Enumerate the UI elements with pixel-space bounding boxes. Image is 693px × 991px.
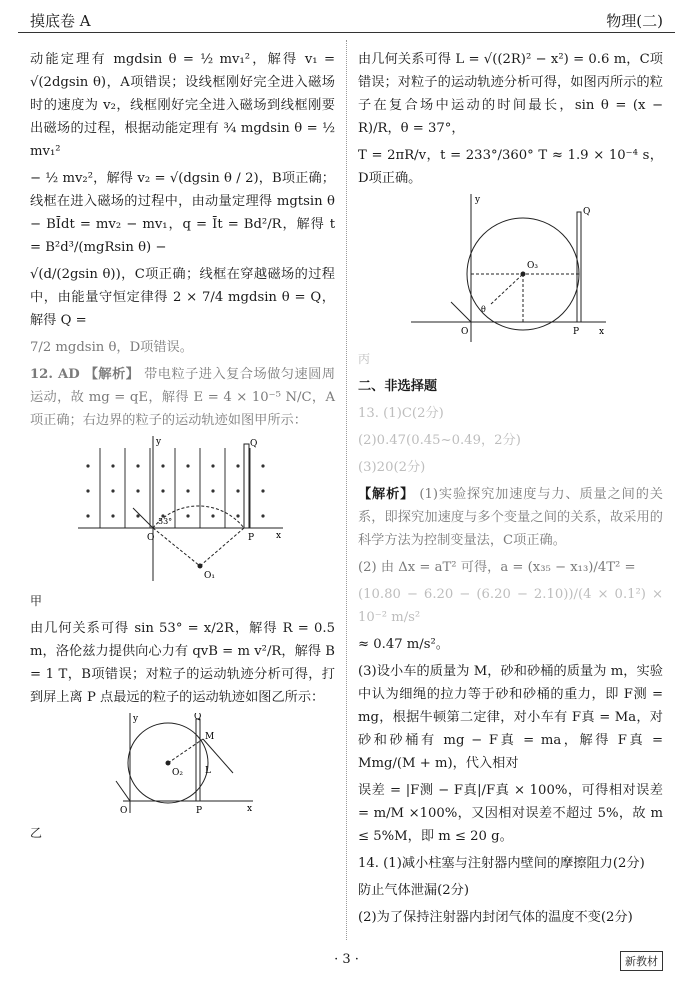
analysis-text: (1)实验探究加速度与力、质量之间的关系，即探究加速度与多个变量之间的关系，故采用的科学方法为控制变量法，C项正确。 (358, 487, 663, 548)
label-P: P (572, 327, 579, 337)
paragraph: 动能定理有 mgdsin θ = ½ mv₁²，解得 v₁ = √(2dgsin θ)，A项错误；设线框刚好完全进入磁场时的速度为 v₂，线框刚好完全进入磁场到线框刚要出磁场的过程，根据动能定理有 ¾ mgdsin θ = ½ mv₁² (30, 52, 335, 159)
label-x: x (275, 531, 281, 541)
figure-bing (411, 194, 611, 344)
paragraph: (10.80 − 6.20 − (6.20 − 2.10))/(4 × 0.1²) × 10⁻² m/s² (358, 587, 663, 625)
answer-line: 14. (1)减小柱塞与注射器内壁间的摩擦阻力(2分) (358, 856, 645, 871)
label-O1: O₁ (203, 571, 215, 581)
answer-line: (2)为了保持注射器内封闭气体的温度不变(2分) (358, 910, 633, 925)
figure-caption: 丙 (358, 352, 371, 366)
exam-title: 摸底卷 A (30, 12, 91, 30)
right-column (358, 48, 663, 933)
label-O: O (460, 327, 468, 337)
label-O: O (119, 806, 127, 816)
center-O1 (197, 564, 202, 569)
answer-line: (2)0.47(0.45~0.49，2分) (358, 433, 521, 448)
label-theta: θ (480, 305, 486, 314)
label-angle: 53° (157, 517, 172, 526)
paragraph: (2) 由 Δx = aT² 可得，a = (x₃₅ − x₁₃)/4T² = (358, 560, 636, 575)
paragraph: ≈ 0.47 m/s²。 (358, 637, 449, 652)
figure-caption: 甲 (30, 594, 43, 608)
label-x: x (598, 327, 604, 337)
label-M: M (204, 732, 214, 742)
label-y: y (155, 437, 161, 447)
page-number: · 3 · (334, 952, 359, 967)
label-y: y (132, 714, 138, 724)
paragraph: 由几何关系可得 sin 53° = x/2R，解得 R = 0.5 m，洛伦兹力提供向心力有 qvB = m v²/R，解得 B = 1 T，B项错误；对粒子的运动轨迹分析可得，打到屏上离 P 点最远的粒子的运动轨迹如图乙所示： (30, 621, 335, 705)
answer-line: 防止气体泄漏(2分) (358, 883, 469, 898)
label-Q: Q (193, 713, 201, 722)
paragraph: T = 2πR/v，t = 233°/360° T ≈ 1.9 × 10⁻⁴ s，D项正确。 (358, 148, 663, 186)
edition-badge: 新教材 (620, 951, 663, 971)
paragraph: √(d/(2gsin θ))，C项正确；线框在穿越磁场的过程中，由能量守恒定律得 2 × 7/4 mgdsin θ = Q，解得 Q = (30, 267, 335, 328)
figure-yi (108, 713, 258, 818)
center-O2 (165, 761, 170, 766)
label-P: P (247, 533, 254, 543)
label-L: L (204, 766, 211, 776)
paragraph: 误差 = |F测 − F真|/F真 × 100%，可得相对误差 = m/M ×100%，又因相对误差不超过 5%，故 m ≤ 5%M，即 m ≤ 20 g。 (358, 783, 663, 844)
center-O3 (520, 272, 525, 277)
question-12 (30, 363, 335, 432)
label-y: y (474, 195, 480, 205)
figure-caption: 乙 (30, 826, 43, 840)
label-x: x (246, 804, 252, 814)
paragraph: 由几何关系可得 L = √((2R)² − x²) = 0.6 m，C项错误；对粒子的运动轨迹分析可得，如图丙所示的粒子在复合场中运动的时间最长，sin θ = (x − R)/R，θ = 37°， (358, 52, 663, 136)
answer-line: 13. (1)C(2分) (358, 406, 444, 421)
label-Q: Q (249, 439, 257, 449)
analysis-paragraph (358, 483, 663, 552)
figure-jia (78, 436, 288, 586)
label-O2: O₂ (171, 768, 183, 778)
paragraph: 7/2 mgdsin θ，D项错误。 (30, 340, 193, 355)
question-12-body: 带电粒子进入复合场做匀速圆周运动，故 mg = qE，解得 E = 4 × 10⁻⁵ N/C，A项正确；右边界的粒子的运动轨迹如图甲所示： (30, 367, 336, 428)
label-O: O (146, 533, 154, 543)
label-P: P (195, 806, 202, 816)
analysis-label: 【解析】 (358, 487, 415, 502)
subject-title: 物理(二) (606, 12, 663, 30)
screen (244, 444, 249, 528)
label-Q: Q (582, 207, 590, 217)
field-lines (100, 448, 250, 528)
label-O3: O₃ (526, 261, 538, 271)
answer-line: (3)20(2分) (358, 460, 426, 475)
page-header (18, 6, 675, 33)
column-divider (346, 40, 347, 940)
paragraph: (3)设小车的质量为 M，砂和砂桶的质量为 m，实验中认为细绳的拉力等于砂和砂桶的重力，即 F测 = mg，根据牛顿第二定律，对小车有 F真 = Ma，对砂和砂桶有 mg − F真 = ma，解得 F真 = Mmg/(M + m)，代入相对 (358, 664, 663, 771)
section-heading: 二、非选择题 (358, 379, 438, 394)
paragraph: − ½ mv₂²，解得 v₂ = √(dgsin θ / 2)，B项正确；线框在进入磁场的过程中，由动量定理得 mgtsin θ − BĪdt = mv₂ − mv₁，q = Īt = Bd²/R，解得 t = B²d³/(mgRsin θ) − (30, 171, 335, 255)
left-column (30, 48, 335, 849)
question-12-heading: 12. AD 【解析】 (30, 367, 140, 382)
